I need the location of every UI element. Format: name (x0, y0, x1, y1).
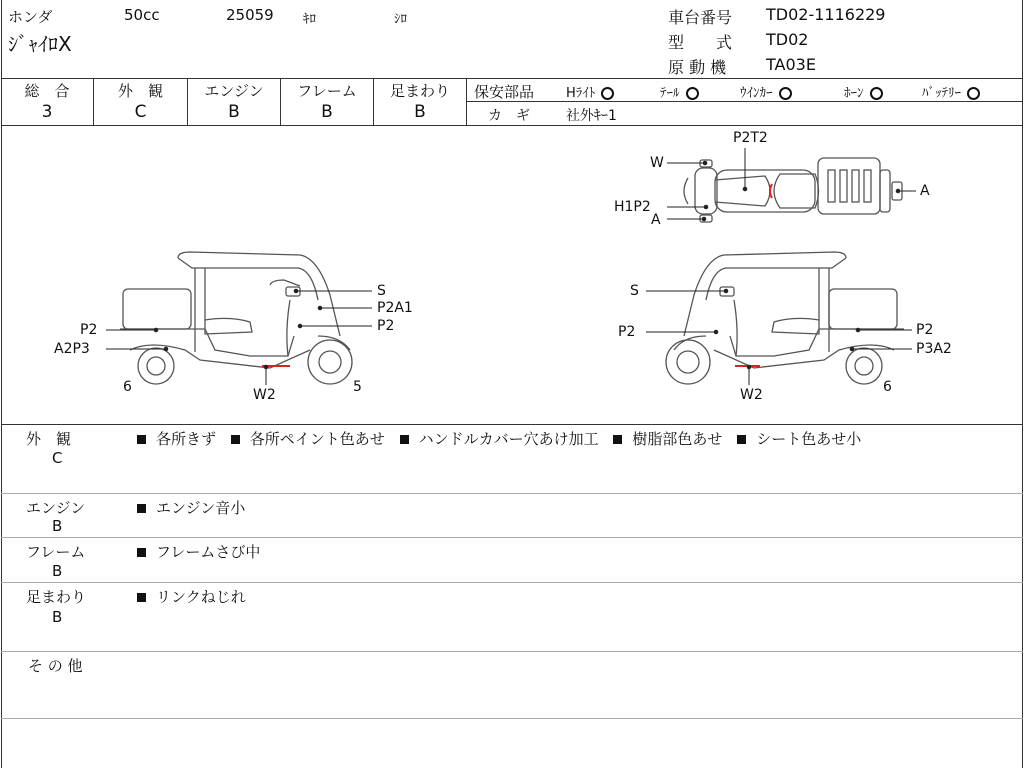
rule-diagram (1, 424, 1023, 425)
detail-grade-suspension: B (52, 608, 63, 626)
grade-header-engine: エンジン (204, 82, 264, 100)
detail-label-other: そ の 他 (28, 657, 83, 675)
grade-divider (466, 78, 467, 125)
damage-label: P2T2 (733, 130, 768, 146)
engine-number: TA03E (766, 55, 816, 74)
detail-items-exterior: 各所きず 各所ペイント色あせ ハンドルカバー穴あけ加工 樹脂部色あせ シート色あせ小 (137, 428, 861, 449)
grade-overall: 3 (41, 102, 53, 122)
grade-header-overall: 総 合 (24, 82, 70, 100)
detail-items-frame: フレームさび中 (137, 541, 260, 562)
safety-taillight: ﾃｰﾙ (660, 82, 699, 101)
damage-label: P3A2 (916, 341, 952, 357)
key-label: カ ギ (488, 108, 530, 124)
detail-label-engine: エンジン (26, 499, 86, 517)
ok-mark (686, 87, 699, 100)
damage-label: P2 (618, 324, 636, 340)
detail-grade-engine: B (52, 517, 63, 535)
bullet-icon (231, 435, 240, 444)
right-side-view (666, 252, 904, 384)
grade-header-frame: フレーム (297, 82, 357, 100)
key-value: 社外ｷｰ1 (566, 108, 617, 124)
damage-label: P2 (916, 322, 934, 338)
ok-mark (870, 87, 883, 100)
damage-label: S (377, 283, 386, 299)
detail-label-frame: フレーム (26, 543, 86, 561)
bullet-icon (137, 548, 146, 557)
bullet-icon (137, 435, 146, 444)
displacement: 50cc (124, 6, 160, 24)
bullet-icon (400, 435, 409, 444)
damage-label: W2 (740, 387, 763, 403)
left-side-view (120, 252, 352, 384)
detail-grade-frame: B (52, 562, 63, 580)
ok-mark (601, 87, 614, 100)
grade-exterior: C (134, 102, 147, 122)
damage-label: P2 (377, 318, 395, 334)
grade-header-exterior: 外 観 (117, 82, 163, 100)
grade-suspension: B (414, 102, 426, 122)
damage-label: 5 (353, 379, 362, 395)
bullet-icon (737, 435, 746, 444)
scooter-diagram (0, 126, 1024, 424)
grade-engine: B (228, 102, 240, 122)
rule-detail-5 (1, 718, 1023, 719)
safety-battery: ﾊﾞｯﾃﾘｰ (922, 82, 980, 101)
type-label: 型 式 (668, 33, 733, 52)
bullet-icon (137, 593, 146, 602)
rule-detail-2 (1, 537, 1023, 538)
safety-winker: ｳｲﾝｶｰ (740, 82, 792, 101)
damage-label: 6 (123, 379, 132, 395)
ok-mark (967, 87, 980, 100)
chassis-number: TD02-1116229 (766, 5, 886, 24)
damage-label: S (630, 283, 639, 299)
maker: ホンダ (8, 8, 53, 26)
model-name: ｼﾞｬｲﾛX (8, 32, 72, 56)
damage-label: W2 (253, 387, 276, 403)
grade-header-suspension: 足まわり (389, 82, 450, 100)
mileage-unit: ｷﾛ (303, 12, 316, 27)
damage-label: P2 (80, 322, 98, 338)
detail-items-suspension: リンクねじれ (137, 586, 246, 607)
rule-detail-3 (1, 582, 1023, 583)
engine-label: 原 動 機 (668, 58, 727, 77)
damage-label: H1P2 (614, 199, 651, 215)
top-view (684, 158, 902, 222)
grade-frame: B (321, 102, 333, 122)
damage-label: W (650, 155, 664, 171)
rule-detail-1 (1, 493, 1023, 494)
bullet-icon (137, 504, 146, 513)
detail-items-engine: エンジン音小 (137, 497, 245, 518)
damage-label: 6 (883, 379, 892, 395)
detail-label-exterior: 外 観 (26, 430, 72, 448)
damage-label: A2P3 (54, 341, 90, 357)
ok-mark (779, 87, 792, 100)
rule-header (1, 78, 1023, 79)
type-number: TD02 (766, 30, 809, 49)
detail-label-suspension: 足まわり (26, 588, 87, 606)
mileage: 25059 (226, 6, 274, 24)
rule-detail-4 (1, 651, 1023, 652)
rule-grades-mid (466, 101, 1023, 102)
chassis-label: 車台番号 (668, 8, 733, 27)
safety-label: 保安部品 (474, 83, 535, 101)
safety-horn: ﾎｰﾝ (844, 82, 883, 101)
damage-label: P2A1 (377, 300, 413, 316)
damage-label: A (651, 212, 661, 228)
safety-headlight: Hﾗｲﾄ (566, 82, 614, 101)
detail-grade-exterior: C (52, 449, 63, 467)
damage-label: A (920, 183, 930, 199)
bullet-icon (613, 435, 622, 444)
color: ｼﾛ (394, 12, 407, 27)
